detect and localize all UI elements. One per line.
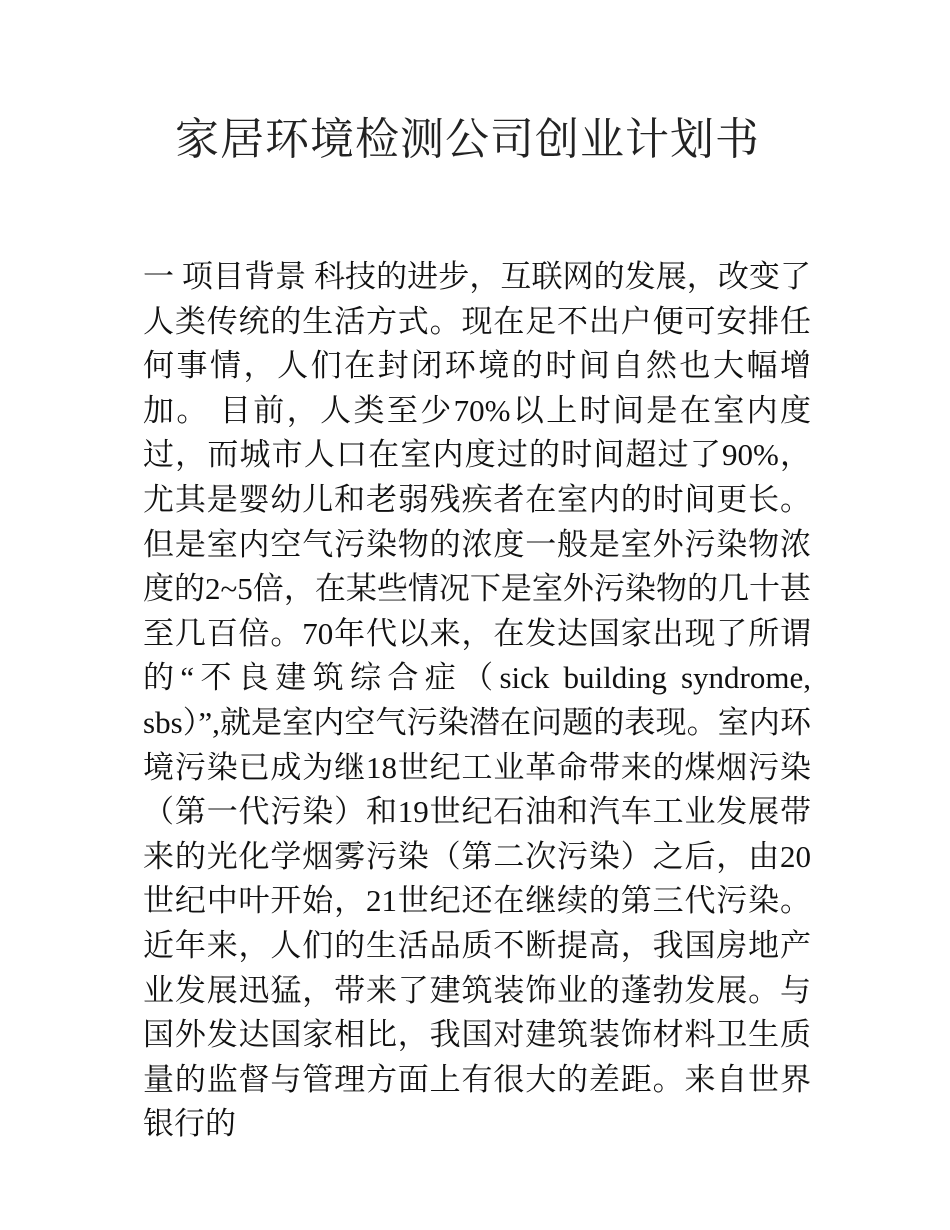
document-body-paragraph: 一 项目背景 科技的进步，互联网的发展，改变了人类传统的生活方式。现在足不出户便可安排任何事情，人们在封闭环境的时间自然也大幅增加。 目前，人类至少70%以上时间是在室内度过，而城市人口在室内度过的时间超过了90%，尤其是婴幼儿和老弱残疾者在室内的时间更长。但是室内空气污染物的浓度一般是室外污染物浓度的2~5倍，在某些情况下是室外污染物的几十甚至几百倍。70年代以来，在发达国家出现了所谓的“不良建筑综合症（sick building syndrome, sbs）”,就是室内空气污染潜在问题的表现。室内环境污染已成为继18世纪工业革命带来的煤烟污染（第一代污染）和19世纪石油和汽车工业发展带来的光化学烟雾污染（第二次污染）之后，由20世纪中叶开始，21世纪还在继续的第三代污染。 近年来，人们的生活品质不断提高，我国房地产业发展迅猛，带来了建筑装饰业的蓬勃发展。与国外发达国家相比，我国对建筑装饰材料卫生质量的监督与管理方面上有很大的差距。来自世界银行的 bbox=[143, 259, 811, 1142]
document-title: 家居环境检测公司创业计划书 bbox=[175, 114, 760, 165]
